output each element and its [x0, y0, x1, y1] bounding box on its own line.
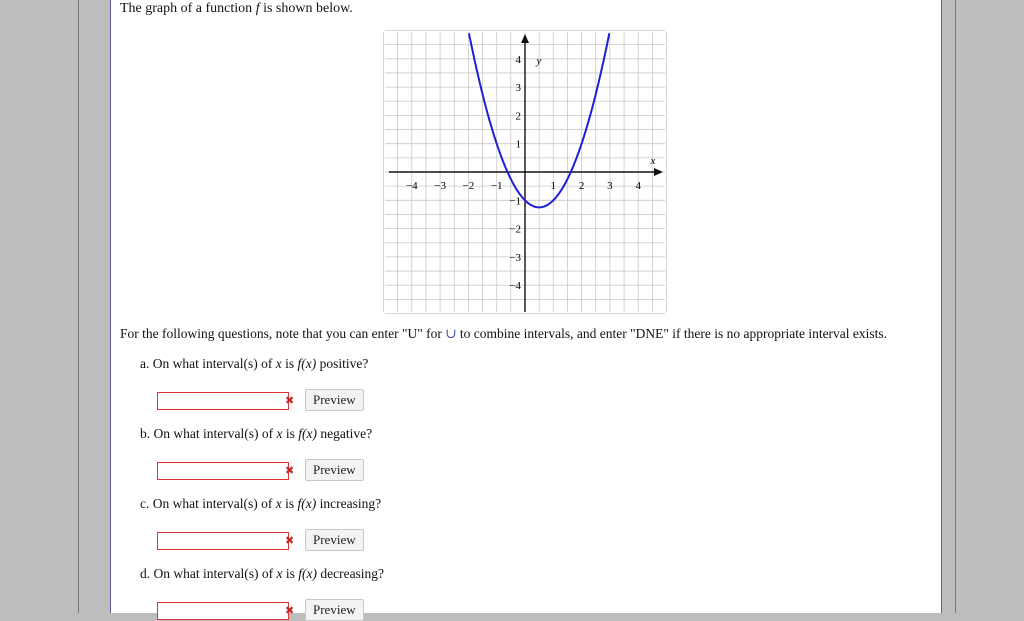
right-frame-line: [955, 0, 956, 613]
instructions-part1: For the following questions, note that you can enter "U" for: [120, 326, 442, 341]
question-prefix: On what interval(s) of: [153, 426, 274, 441]
question-variable: x: [276, 426, 283, 441]
answer-input-b[interactable]: [157, 462, 289, 480]
question-function: f(x): [297, 356, 317, 371]
x-tick-label: 1: [550, 180, 557, 192]
intro-suffix: is shown below.: [263, 1, 353, 16]
y-tick-label: −4: [509, 280, 521, 293]
instructions-part2: to combine intervals, and enter "DNE" if there is no appropriate interval exists.: [459, 326, 888, 341]
x-axis-label: x: [650, 155, 656, 167]
answer-input-d[interactable]: [157, 602, 289, 620]
x-tick-label: −2: [462, 180, 475, 192]
question-suffix: increasing?: [319, 496, 382, 511]
x-tick-label: −4: [405, 180, 418, 192]
x-tick-label: 2: [578, 180, 585, 192]
question-prefix: On what interval(s) of: [152, 356, 273, 371]
preview-button-d[interactable]: Preview: [305, 599, 364, 621]
y-tick-label: 3: [515, 82, 521, 95]
question-prefix: On what interval(s) of: [152, 496, 273, 511]
y-tick-label: 1: [515, 138, 521, 151]
x-mark-icon: ✖: [285, 534, 295, 547]
question-suffix: negative?: [320, 426, 373, 441]
question-suffix: positive?: [319, 356, 369, 371]
question-d: [140, 566, 384, 582]
question-letter: a.: [140, 356, 150, 371]
answer-input-c[interactable]: [157, 532, 289, 550]
question-variable: x: [275, 496, 282, 511]
answer-input-a[interactable]: [157, 392, 289, 410]
y-tick-label: 4: [515, 53, 521, 66]
problem-intro: [120, 1, 353, 17]
x-mark-icon: ✖: [285, 394, 295, 407]
instructions-text: [120, 326, 887, 342]
question-letter: b.: [140, 426, 151, 441]
problem-page: [110, 0, 942, 617]
question-variable: x: [275, 356, 282, 371]
intro-function-name: f: [255, 1, 260, 16]
x-mark-icon: ✖: [285, 464, 295, 477]
x-tick-label: 4: [635, 180, 641, 192]
question-variable: x: [276, 566, 283, 581]
y-axis-label: y: [536, 55, 542, 67]
left-frame-line: [78, 0, 79, 613]
preview-button-b[interactable]: Preview: [305, 459, 364, 481]
x-mark-icon: ✖: [285, 604, 295, 617]
question-letter: c.: [140, 496, 150, 511]
intro-prefix: The graph of a function: [120, 1, 253, 16]
question-suffix: decreasing?: [320, 566, 385, 581]
question-function: f(x): [297, 496, 317, 511]
question-function: f(x): [298, 426, 317, 441]
question-prefix: On what interval(s) of: [153, 566, 274, 581]
question-b: [140, 426, 372, 442]
function-graph: [383, 30, 668, 315]
y-axis-arrow-icon: [521, 34, 529, 43]
x-tick-label: −3: [434, 180, 446, 192]
x-tick-label: −1: [490, 180, 503, 192]
y-tick-label: −1: [509, 195, 521, 208]
question-is: is: [285, 496, 295, 511]
question-is: is: [285, 426, 295, 441]
preview-button-c[interactable]: Preview: [305, 529, 364, 551]
graph-axes: [389, 34, 663, 312]
x-tick-label: 3: [607, 180, 613, 192]
y-tick-label: 2: [515, 110, 521, 123]
question-letter: d.: [140, 566, 151, 581]
question-is: is: [285, 566, 295, 581]
y-tick-label: −2: [509, 223, 521, 236]
graph-tick-labels: [406, 54, 656, 292]
x-axis-arrow-icon: [654, 168, 663, 176]
question-c: [140, 496, 381, 512]
question-function: f(x): [298, 566, 317, 581]
question-a: [140, 356, 368, 372]
y-tick-label: −3: [509, 251, 521, 264]
preview-button-a[interactable]: Preview: [305, 389, 364, 411]
union-symbol: ∪: [445, 326, 457, 341]
question-is: is: [285, 356, 295, 371]
